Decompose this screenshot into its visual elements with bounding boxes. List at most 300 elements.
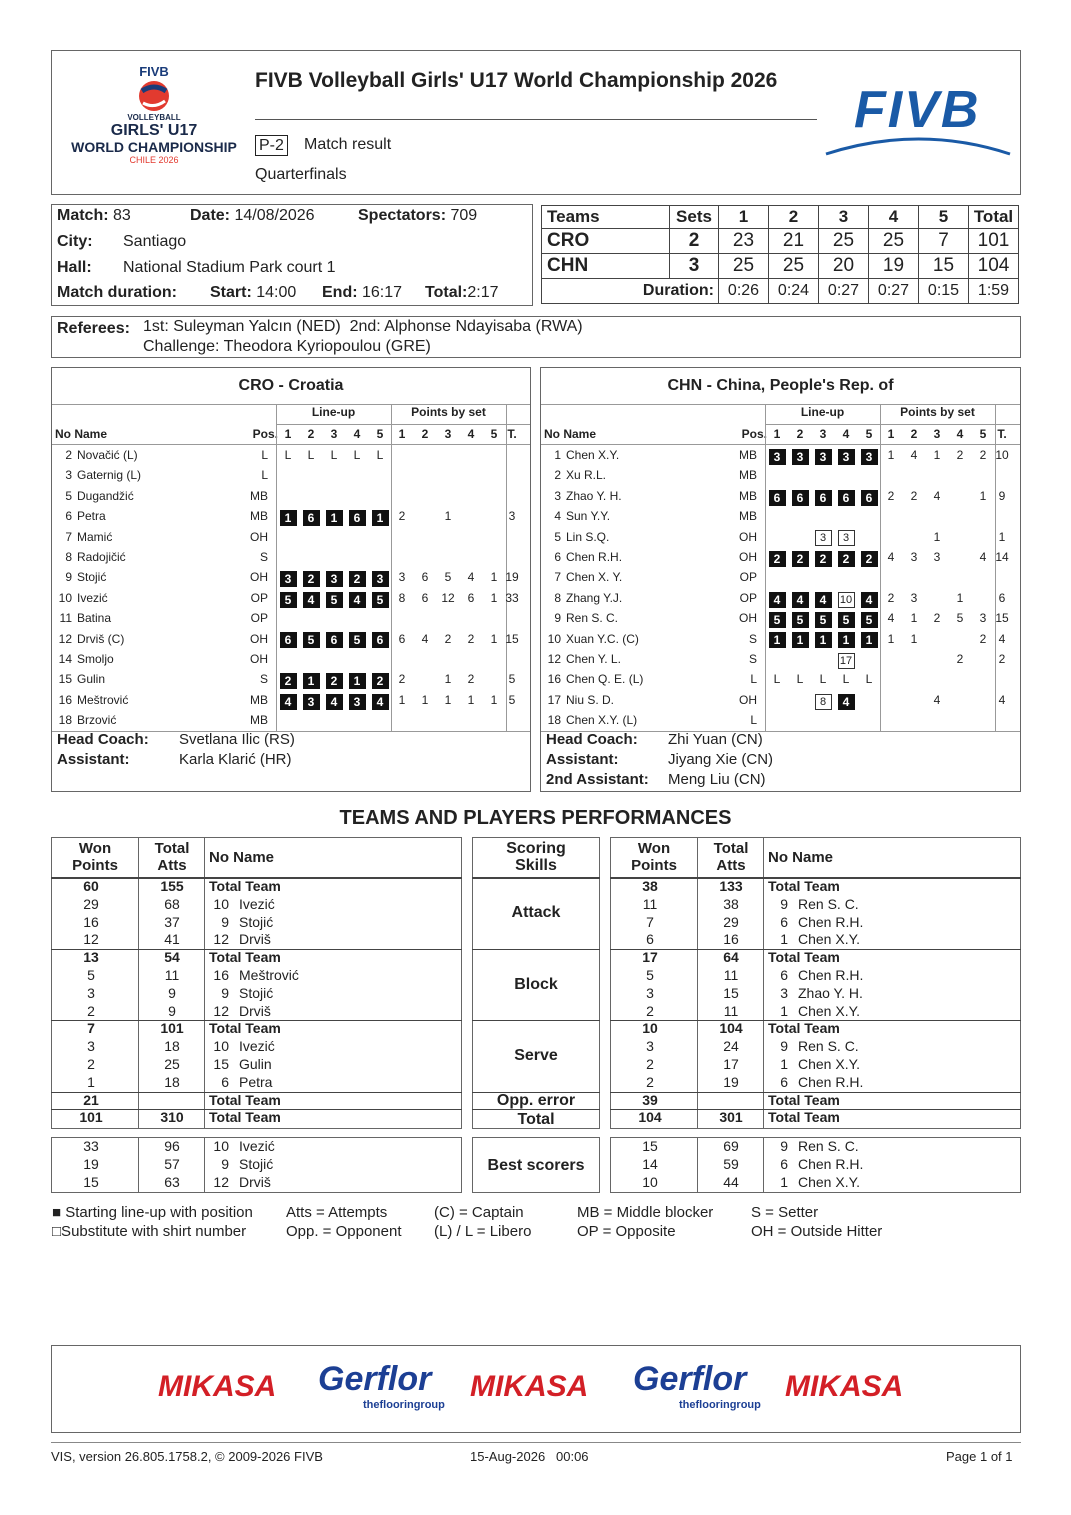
lineup-cell [812,629,834,649]
player-row [52,588,530,608]
city-label: City: [57,233,93,250]
starting-position: 2 [303,571,320,587]
col-lineup-set: 1 [773,427,781,441]
staff-label: Head Coach: [57,731,149,748]
player-name: Chen R.H. [566,550,623,564]
total-atts: 17 [723,1056,739,1072]
player-row [541,486,1020,506]
col-points-set: 2 [910,427,918,441]
player-position: MB [250,488,268,503]
set-points: 1 [887,631,895,646]
total-points: 101 [969,229,1019,254]
col-pos: Pos. [741,427,767,441]
player-number: 9 [780,1038,788,1055]
score-row-chn [542,254,1019,279]
player-position: S [259,550,268,564]
player-number: 12 [547,652,561,666]
date-label: Date: [190,207,231,224]
player-name: Ivezić [77,590,108,605]
set-points: 1 [933,529,941,544]
lineup-cell [789,486,811,506]
player-position: OH [250,529,268,544]
col-points-set: 4 [956,427,964,441]
player-name: Xu R.L. [566,468,607,483]
player-row [541,649,1020,669]
set-score: 19 [869,254,919,279]
set-points: 1 [490,692,498,707]
mikasa-logo: MIKASA [470,1370,589,1403]
total-team-label: Total Team [768,1091,840,1108]
lineup-cell [346,669,368,689]
gerflor-logo: Gerflor [318,1360,432,1398]
won-points: 5 [87,967,95,983]
set-score: 23 [719,229,769,254]
player-name: Chen Q. E. (L) [566,672,644,687]
player-number: 8 [554,590,561,605]
legend-opp: Opp. = Opponent [286,1223,402,1240]
libero-mark: L [796,672,804,687]
player-name: Ivezić [239,1038,275,1055]
player-name: Ren S. C. [798,1038,859,1055]
player-number: 9 [221,984,229,1001]
player-number: 3 [780,984,788,1001]
total-team-label: Total Team [768,1020,840,1037]
col-lineup-set: 2 [307,427,315,441]
player-number: 16 [547,672,561,687]
player-position: OP [739,590,757,605]
player-number: 12 [213,1173,229,1190]
player-name: Brzović [77,713,117,728]
player-name: Chen R.H. [798,1155,864,1172]
player-number: 1 [780,1002,788,1019]
logo-top: FIVB [139,64,169,79]
total-team-label: Total Team [209,1109,281,1126]
lineup-cell [858,445,880,465]
document-code: P-2 [255,135,288,156]
lineup-cell [812,445,834,465]
set-points: 3 [910,550,918,564]
perf-divider [472,1109,600,1110]
starting-position: 6 [815,490,832,506]
best-label-box [472,1137,600,1193]
staff-label: Assistant: [57,751,130,768]
player-number: 18 [58,713,72,728]
player-position: L [750,713,757,728]
player-name: Chen R.H. [798,913,864,930]
player-name: Smoljo [77,652,114,666]
lineup-cell [835,669,857,689]
player-number: 6 [780,1155,788,1172]
lineup-cell [766,669,788,689]
starting-position: 4 [815,592,832,608]
lineup-cell [789,445,811,465]
player-total: 14 [995,550,1009,564]
player-name: Ren S. C. [798,895,859,912]
lineup-cell [812,608,834,628]
logo-line3: WORLD CHAMPIONSHIP [71,139,237,155]
player-name: Chen X.Y. [798,1002,861,1019]
lineup-cell [766,588,788,608]
lineup-cell [766,547,788,567]
best-won-points: 14 [642,1155,658,1172]
won-points: 7 [87,1020,95,1037]
starting-position: 3 [372,571,389,587]
won-points: 10 [642,1020,658,1037]
col-points-set: 1 [398,427,406,441]
player-position: L [261,448,268,462]
won-points: 101 [79,1109,103,1126]
staff-name: Jiyang Xie (CN) [668,751,774,768]
player-number: 9 [780,895,788,912]
lineup-cell [277,567,299,587]
player-number: 11 [59,611,72,626]
set-points: 1 [490,570,498,585]
player-name: Chen R.H. [798,1073,864,1090]
perf-divider [472,877,600,879]
player-row [52,690,530,710]
hall-label: Hall: [57,259,92,276]
player-total: 5 [508,692,516,707]
set-points: 6 [421,590,429,605]
mikasa-logo: MIKASA [785,1370,904,1403]
player-name: Novačić (L) [77,448,138,462]
won-points: 21 [83,1091,99,1108]
footer-version: VIS, version 26.805.1758.2, © 2009-2026 FIVB [51,1449,323,1464]
set-points: 6 [467,590,475,605]
best-total-atts: 69 [723,1138,739,1154]
player-name: Chen R.H. [798,967,864,983]
set-score: 25 [769,254,819,279]
set-points: 1 [979,488,987,503]
lineup-cell [835,690,857,710]
staff-name: Svetlana Ilic (RS) [179,731,295,748]
lineup-cell [323,629,345,649]
player-position: L [261,468,268,483]
starting-position: 4 [280,694,297,710]
player-row [541,567,1020,587]
staff-label: 2nd Assistant: [546,771,649,788]
player-position: OH [250,570,268,585]
total-atts: 11 [723,1002,739,1019]
won-points: 2 [646,1002,654,1019]
lineup-cell [300,669,322,689]
libero-mark: L [865,672,873,687]
score-header-set4: 4 [869,206,919,229]
fivb-logo [824,82,1014,162]
player-total: 19 [505,570,519,585]
perf-divider [610,949,1021,950]
won-points: 39 [642,1091,658,1108]
lineup-cell [835,588,857,608]
set-points: 2 [979,631,987,646]
total-atts: 11 [723,967,739,983]
volleyball-logo-icon [134,79,174,113]
player-position: MB [739,448,757,462]
total-atts: 68 [164,895,180,912]
col-points-set: 5 [490,427,498,441]
set-points: 1 [398,692,406,707]
perf-right-table [610,837,1021,1129]
player-number: 9 [554,611,561,626]
date-row [190,207,315,225]
player-number: 16 [58,692,72,707]
lineup-cell [300,567,322,587]
substitute-number: 10 [838,592,855,608]
player-name: Mamić [77,529,113,544]
libero-mark: L [330,448,338,462]
player-position: OH [739,550,757,564]
perf-divider [51,1092,462,1093]
player-name: Dugandžić [77,488,134,503]
player-number: 8 [65,550,72,564]
player-number: 10 [213,1038,229,1055]
lineup-cell [858,669,880,689]
set-points: 2 [933,611,941,626]
starting-position: 2 [861,551,878,567]
player-row [541,629,1020,649]
starting-position: 5 [326,592,343,608]
starting-position: 5 [792,612,809,628]
lineup-cell [812,690,834,710]
score-header-set1: 1 [719,206,769,229]
lineup-cell [369,629,391,649]
starting-position: 6 [326,632,343,648]
roster-header-row [52,424,530,444]
set-points: 2 [887,590,895,605]
perf-divider [472,949,600,950]
player-number: 9 [65,570,72,585]
col-total: T. [997,427,1007,441]
player-number: 9 [780,1138,788,1154]
player-name: Drviš [239,931,271,948]
player-name: Chen X. Y. [566,570,623,585]
player-row [52,486,530,506]
total-team-label: Total Team [768,1109,840,1126]
player-name: Chen X.Y. [798,931,861,948]
set-points: 6 [398,631,406,646]
perf-left-table [51,837,462,1129]
col-points-set: 4 [467,427,475,441]
starting-position: 5 [769,612,786,628]
player-name: Meštrović [77,692,129,707]
player-number: 6 [65,509,72,524]
perf-divider [472,1020,600,1021]
player-position: MB [739,488,757,503]
best-left-table [51,1137,462,1193]
set-points: 2 [398,509,406,524]
lineup-cell [300,445,322,465]
total-atts: 29 [723,913,739,930]
perf-vline [138,1137,139,1193]
col-lineup-set: 4 [842,427,850,441]
starting-position: 2 [349,571,366,587]
gerflor-tagline: theflooringroup [679,1399,761,1411]
score-header-set3: 3 [819,206,869,229]
won-points: 29 [83,895,99,912]
won-points: 12 [83,931,99,948]
legend-substitute: □Substitute with shirt number [52,1223,247,1240]
set-points: 1 [933,448,941,462]
starting-position: 2 [792,551,809,567]
col-lineup-set: 5 [376,427,384,441]
lineup-cell [346,567,368,587]
lineup-cell [766,486,788,506]
set-points: 3 [979,611,987,626]
won-points: 6 [646,931,654,948]
starting-position: 3 [303,694,320,710]
set-points: 1 [887,448,895,462]
won-points: 2 [646,1056,654,1072]
lineup-cell [323,669,345,689]
lineup-cell [323,445,345,465]
set-points: 1 [444,692,452,707]
substitute-number: 8 [815,694,832,710]
total-team-label: Total Team [209,1091,281,1108]
set-points: 5 [444,570,452,585]
player-total: 5 [508,672,516,687]
skills-header: Skills [515,857,557,874]
col-points-set: 1 [887,427,895,441]
perf-left-won-header: Won [78,840,112,857]
player-position: S [748,631,757,646]
lineup-cell [323,588,345,608]
set-score: 25 [869,229,919,254]
player-number: 6 [554,550,561,564]
libero-mark: L [376,448,384,462]
starting-position: 5 [372,592,389,608]
legend-oh: OH = Outside Hitter [751,1223,883,1240]
won-points: 16 [83,913,99,930]
spectators-row [358,207,477,225]
best-total-atts: 96 [164,1138,180,1154]
player-name: Gaternig (L) [77,468,142,483]
starting-position: 3 [769,449,786,465]
set-score: 25 [819,229,869,254]
total-duration: 1:59 [969,279,1019,304]
lineup-cell [766,608,788,628]
player-position: OP [250,590,268,605]
won-points: 7 [646,913,654,930]
legend-starting: ■ Starting line-up with position [52,1204,253,1221]
hall-value: National Stadium Park court 1 [123,259,336,276]
match-number: 83 [113,207,131,224]
player-name: Zhang Y.J. [566,590,623,605]
perf-left-atts-header: Atts [157,857,187,874]
set-points: 2 [444,631,452,646]
libero-mark: L [819,672,827,687]
perf-vline [697,1137,698,1193]
player-name: Lin S.Q. [566,529,610,544]
player-total: 10 [995,448,1009,462]
player-position: MB [250,692,268,707]
skill-label: Opp. error [496,1092,576,1109]
lineup-cell [812,486,834,506]
end-label: End: [322,284,358,301]
player-name: Drviš (C) [77,631,125,646]
won-points: 5 [646,967,654,983]
player-number: 18 [547,713,561,728]
lineup-cell [369,690,391,710]
roster-cro [51,367,531,792]
skill-label: Attack [511,904,561,921]
starting-position: 6 [303,510,320,526]
logo-line4: CHILE 2026 [129,155,179,165]
points-header: Points by set [411,405,486,419]
player-name: Ren S. C. [798,1138,859,1154]
lineup-cell [812,527,834,547]
sets-won: 2 [670,229,719,254]
player-row [541,445,1020,465]
set-points: 3 [910,590,918,605]
player-position: OH [250,631,268,646]
col-lineup-set: 4 [353,427,361,441]
player-number: 15 [213,1056,229,1072]
total-time: 2:17 [467,284,499,301]
lineup-cell [277,669,299,689]
player-total: 9 [998,488,1006,503]
set-points: 2 [956,448,964,462]
set-points: 1 [444,509,452,524]
col-total: T. [507,427,517,441]
col-points-set: 3 [444,427,452,441]
lineup-cell [346,588,368,608]
total-atts: 37 [164,913,180,930]
player-name: Chen X.Y. [798,1056,861,1072]
player-number: 6 [780,967,788,983]
player-row [541,527,1020,547]
score-header-set2: 2 [769,206,819,229]
set-points: 2 [956,652,964,666]
perf-vline [763,837,764,1129]
total-atts: 104 [719,1020,743,1037]
fivb-swoosh-icon [824,82,1014,162]
lineup-cell [789,669,811,689]
footer-page: Page 1 of 1 [946,1449,1013,1464]
event-title: FIVB Volleyball Girls' U17 World Championship 2026 [255,69,778,92]
lineup-cell [835,629,857,649]
perf-right-won-header: Points [631,857,677,874]
set-points: 4 [467,570,475,585]
duration-label: Match duration: [57,284,177,301]
starting-position: 6 [372,632,389,648]
perf-right-name-header: No Name [768,849,834,866]
libero-mark: L [307,448,315,462]
player-row [52,649,530,669]
won-points: 17 [642,949,658,966]
player-total: 33 [505,590,519,605]
lineup-cell [300,588,322,608]
set-points: 4 [887,550,895,564]
lineup-cell [789,608,811,628]
total-row [425,284,499,302]
best-won-points: 33 [83,1138,99,1154]
set-points: 1 [490,590,498,605]
legend-op: OP = Opposite [577,1223,676,1240]
starting-position: 2 [815,551,832,567]
referees-line1: 1st: Suleyman Yalcın (NED) 2nd: Alphonse Ndayisaba (RWA) [143,318,583,335]
phase-label: Quarterfinals [255,166,347,183]
lineup-cell [858,608,880,628]
player-number: 1 [780,931,788,948]
player-name: Xuan Y.C. (C) [566,631,639,646]
starting-position: 4 [792,592,809,608]
lineup-cell [277,629,299,649]
won-points: 3 [87,1038,95,1055]
player-number: 3 [554,488,561,503]
skills-table [472,837,600,1129]
player-position: OH [739,529,757,544]
set-points: 4 [887,611,895,626]
